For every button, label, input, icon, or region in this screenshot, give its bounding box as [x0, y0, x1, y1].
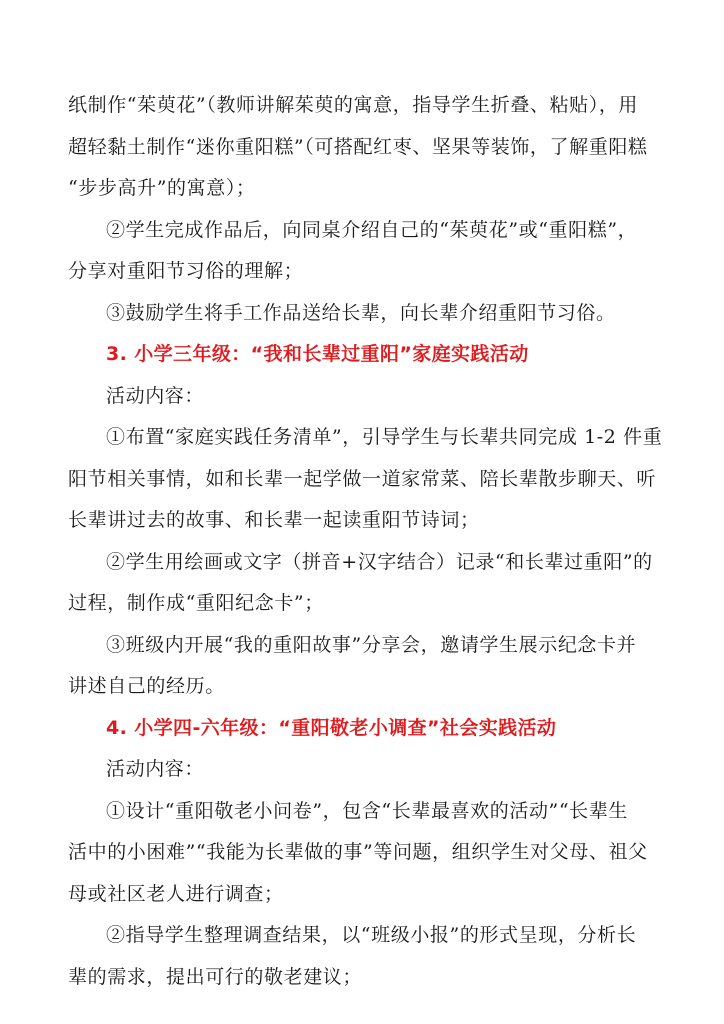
body-line-overflow: 辈的需求，提出可行的敬老建议；	[68, 966, 363, 988]
activity-label: 活动内容：	[106, 758, 205, 780]
body-line: ①设计“重阳敬老小问卷”，包含“长辈最喜欢的活动”“长辈生	[106, 800, 628, 822]
section-heading-grade-4-6: 4. 小学四-六年级：“重阳敬老小调查”社会实践活动	[106, 717, 557, 739]
body-line: 讲述自己的经历。	[68, 675, 225, 697]
body-line: 阳节相关事情，如和长辈一起学做一道家常菜、陪长辈散步聊天、听	[68, 468, 657, 490]
body-line: 分享对重阳节习俗的理解；	[68, 260, 304, 282]
activity-label: 活动内容：	[106, 385, 205, 407]
body-line: 母或社区老人进行调查；	[68, 883, 284, 905]
body-line: ②指导学生整理调查结果，以“班级小报”的形式呈现，分析长	[106, 924, 637, 946]
body-line: ②学生完成作品后，向同桌介绍自己的“茱萸花”或“重阳糕”，	[106, 219, 638, 241]
body-line: “步步高升”的寓意）；	[68, 177, 256, 199]
body-line: 长辈讲过去的故事、和长辈一起读重阳节诗词；	[68, 509, 480, 531]
body-line: ②学生用绘画或文字（拼音+汉字结合）记录“和长辈过重阳”的	[106, 551, 653, 573]
body-line: 活中的小困难”“我能为长辈做的事”等问题，组织学生对父母、祖父	[68, 841, 648, 863]
body-line: ①布置“家庭实践任务清单”，引导学生与长辈共同完成 1-2 件重	[106, 426, 663, 448]
body-line: 超轻黏土制作“迷你重阳糕”（可搭配红枣、坚果等装饰，了解重阳糕	[68, 136, 648, 158]
body-line: 纸制作“茱萸花”（教师讲解茱萸的寓意，指导学生折叠、粘贴），用	[68, 94, 639, 116]
section-heading-grade-3: 3. 小学三年级：“我和长辈过重阳”家庭实践活动	[106, 343, 529, 365]
body-line: 过程，制作成“重阳纪念卡”；	[68, 592, 324, 614]
body-line: ③班级内开展“我的重阳故事”分享会，邀请学生展示纪念卡并	[106, 634, 637, 656]
body-line: ③鼓励学生将手工作品送给长辈，向长辈介绍重阳节习俗。	[106, 302, 616, 324]
